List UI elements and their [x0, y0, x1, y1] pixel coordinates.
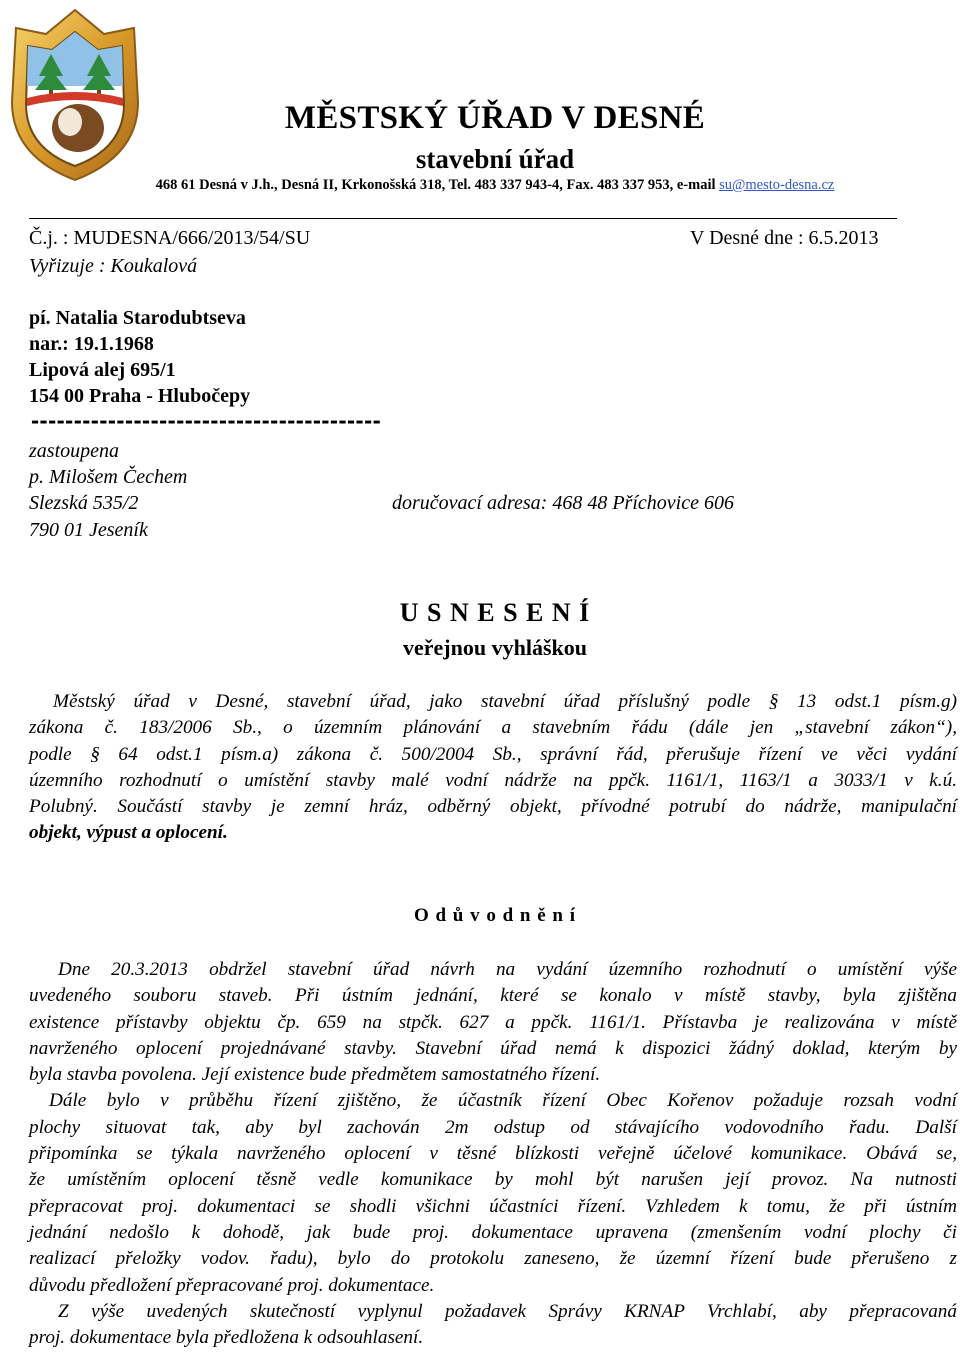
justification-line: připomínka se týkala navrženého oplocení v těsné blízkosti veřejně účelové komunikace. Obává se,	[29, 1143, 957, 1165]
resolution-line: Městský úřad v Desné, stavební úřad, jako stavební úřad příslušný podle § 13 odst.1 písm.g)	[53, 691, 957, 712]
resolution-line: územního rozhodnutí o umístění stavby malé vodní nádrže na ppčk. 1161/1, 1163/1 a 3033/1 v k.ú.	[29, 769, 957, 791]
office-title: MĚSTSKÝ ÚŘAD V DESNÉ	[284, 100, 706, 136]
justification-paragraph	[29, 957, 957, 1351]
office-address	[0, 177, 960, 194]
justification-line: existence přístavby objektu čp. 659 na stpčk. 627 a ppčk. 1161/1. Přístavba je realizována v místě	[29, 1011, 957, 1033]
justification-line: navrženého oplocení projednávané stavby. Stavební úřad nemá k dispozici žádný doklad, kterým by	[29, 1037, 957, 1059]
justification-heading: O d ů v o d n ě n í	[413, 905, 577, 926]
justification-line: proj. dokumentace byla předložena k odsouhlasení.	[29, 1327, 424, 1349]
resolution-line: Polubný. Součástí stavby je zemní hráz, odběrný objekt, přívodné potrubí do nádrže, manipulační	[29, 796, 957, 818]
justification-line: že umístěním oplocení těsně vedle komunikace by mohl být narušen její provoz. Na nutnosti	[29, 1169, 957, 1191]
representative-city: 790 01 Jeseník	[29, 519, 148, 541]
recipient-street: Lipová alej 695/1	[29, 359, 176, 381]
recipient-separator: -----------------------------------------	[29, 409, 380, 433]
justification-line: jednání nedošlo k dohodě, jak bude proj. dokumentace upravena (zmenšením vodní plochy či	[29, 1221, 957, 1243]
recipient-name: pí. Natalia Starodubtseva	[29, 307, 246, 329]
justification-line: uvedeného souboru staveb. Při ústním jednání, které se konalo v místě stavby, byla zjištěna	[29, 985, 957, 1007]
justification-line: přepracovat proj. dokumentaci se shodli všichni účastníci řízení. Vzhledem k tomu, že při ústním	[29, 1195, 957, 1217]
recipient-born: nar.: 19.1.1968	[29, 333, 154, 355]
justification-line: Dále bylo v průběhu řízení zjištěno, že účastník řízení Obec Kořenov požaduje rozsah vodní	[49, 1090, 957, 1112]
representative-name: p. Milošem Čechem	[29, 466, 188, 488]
resolution-subheading: veřejnou vyhláškou	[403, 635, 587, 660]
delivery-address: doručovací adresa: 468 48 Příchovice 606	[392, 492, 734, 514]
resolution-heading: U S N E S E N Í	[399, 598, 591, 627]
resolution-paragraph	[29, 689, 957, 847]
justification-line: Z výše uvedených skutečností vyplynul požadavek Správy KRNAP Vrchlabí, aby přepracovaná	[58, 1300, 957, 1322]
representative-street: Slezská 535/2	[29, 492, 139, 514]
header-divider	[29, 218, 897, 219]
justification-line: byla stavba povolena. Její existence bude předmětem samostatného řízení.	[29, 1064, 601, 1086]
justification-line: důvodu předložení přepracované proj. dokumentace.	[29, 1274, 435, 1296]
issue-date: V Desné dne : 6.5.2013	[690, 227, 879, 249]
case-number: Č.j. : MUDESNA/666/2013/54/SU	[29, 227, 311, 249]
email-link[interactable]: su@mesto-desna.cz	[719, 177, 835, 193]
resolution-line: objekt, výpust a oplocení.	[29, 822, 228, 844]
handler: Vyřizuje : Koukalová	[29, 255, 198, 277]
resolution-line: podle § 64 odst.1 písm.a) zákona č. 500/2004 Sb., správní řád, přerušuje řízení ve věci vydání	[29, 743, 957, 765]
justification-line: realizací přeložky vodov. řadu), bylo do protokolu zaneseno, že územní řízení bude přerušeno z	[29, 1248, 957, 1270]
justification-line: plochy situovat tak, aby byl zachován 2m odstup od stávajícího vodovodního řadu. Další	[29, 1116, 957, 1138]
resolution-line: zákona č. 183/2006 Sb., o územním plánování a stavebním řádu (dále jen „stavební zákon“),	[29, 717, 957, 739]
office-subtitle: stavební úřad	[415, 144, 575, 174]
office-address-text: 468 61 Desná v J.h., Desná II, Krkonošská 318, Tel. 483 337 943-4, Fax. 483 337 953, e-mail	[155, 177, 720, 193]
recipient-city: 154 00 Praha - Hlubočepy	[29, 385, 251, 407]
represented-by: zastoupena	[29, 440, 119, 462]
justification-line: Dne 20.3.2013 obdržel stavební úřad návrh na vydání územního rozhodnutí o umístění výše	[58, 959, 957, 980]
